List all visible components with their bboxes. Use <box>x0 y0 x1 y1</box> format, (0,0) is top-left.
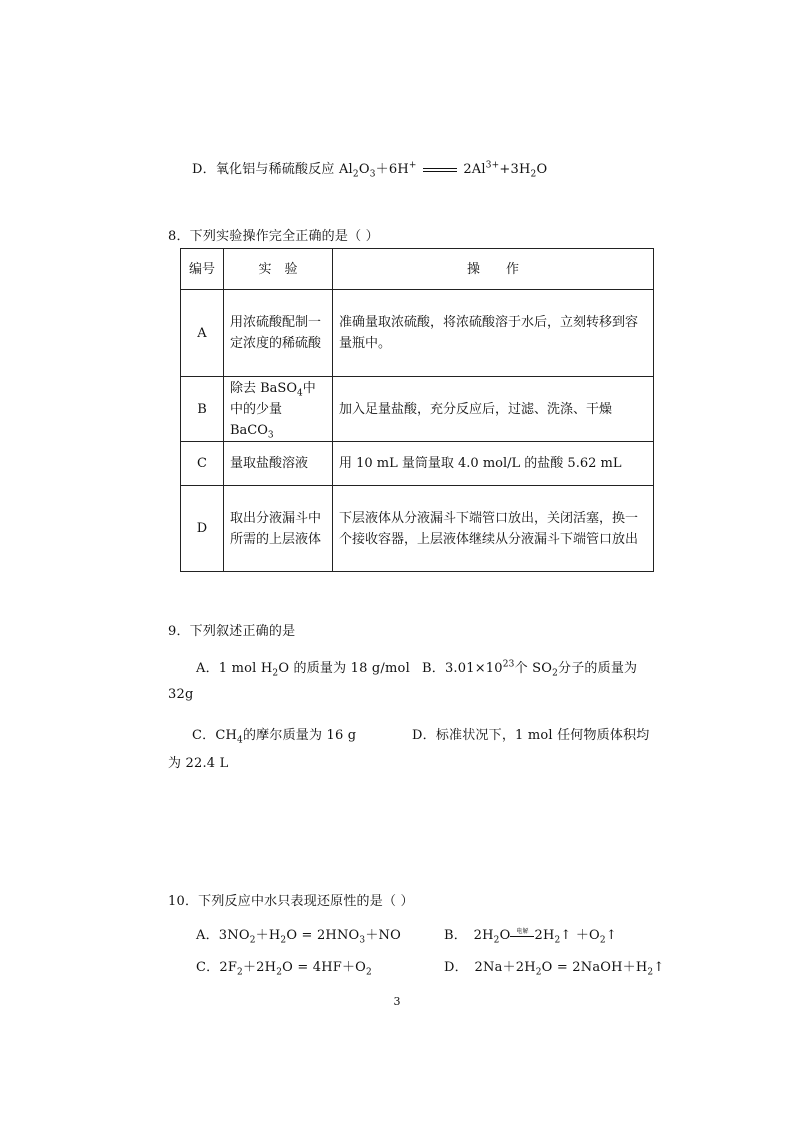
row-operation: 用 10 mL 量筒量取 4.0 mol/L 的盐酸 5.62 mL <box>333 442 654 486</box>
row-id: B <box>181 377 224 442</box>
header-id: 编号 <box>181 249 224 290</box>
q10-option-a: A．$3NO_2+H_2O = 2HNO_3+NO$ <box>196 928 401 946</box>
table-header-row <box>181 249 654 290</box>
page-number: 3 <box>393 995 401 1008</box>
q9-option-b-cont: 32g <box>168 687 194 702</box>
header-operation: 操 作 <box>333 249 654 290</box>
q10-option-c: C．$2F_2+2H_2O = 4HF+O_2$ <box>196 960 372 978</box>
table-row <box>181 290 654 377</box>
row-experiment: 取出分液漏斗中所需的上层液体 <box>224 486 333 572</box>
table-row <box>181 442 654 486</box>
q9-option-a: A．1 mol $H_2O$ 的质量为 18 g/mol <box>196 661 410 679</box>
q9-option-d: D．标准状况下，1 mol 任何物质体积均 <box>412 728 650 743</box>
row-operation: 加入足量盐酸，充分反应后，过滤、洗涤、干燥 <box>333 377 654 442</box>
row-id: A <box>181 290 224 377</box>
header-experiment: 实 验 <box>224 249 333 290</box>
electrolysis-arrow: 电解 <box>510 929 534 943</box>
q9-stem: 9．下列叙述正确的是 <box>168 624 296 639</box>
row-experiment: 用浓硫酸配制一定浓度的稀硫酸 <box>224 290 333 377</box>
q10-stem: 10．下列反应中水只表现还原性的是（ ） <box>168 894 414 909</box>
table-row <box>181 486 654 572</box>
q9-option-b: B．$3.01\times 10^{23}$个 $SO_2$分子的质量为 <box>422 659 638 679</box>
table-row <box>181 377 654 442</box>
q10-option-d: D． $2Na+2H_2O$ = $2NaOH+H_2↑$ <box>444 960 665 978</box>
q8-stem: 8．下列实验操作完全正确的是（ ） <box>168 229 379 244</box>
equals-arrow <box>423 168 457 172</box>
q7-option-d: D．氧化铝与稀硫酸反应 $Al_2O_3+6H^+$ $2Al^{3+}+3H_2O$ <box>192 160 548 180</box>
experiment-table <box>180 248 654 572</box>
row-experiment: 量取盐酸溶液 <box>224 442 333 486</box>
q9-option-c: C．$CH_4$的摩尔质量为 16 g <box>192 728 357 746</box>
row-id: C <box>181 442 224 486</box>
row-operation: 下层液体从分液漏斗下端管口放出，关闭活塞，换一个接收容器，上层液体继续从分液漏斗下端管口放出 <box>333 486 654 572</box>
row-operation: 准确量取浓硫酸，将浓硫酸溶于水后，立刻转移到容量瓶中。 <box>333 290 654 377</box>
q9-option-d-cont: 为 22.4 L <box>168 756 229 771</box>
q10-option-b: B． $2H_2O$ 电解 $2H_2↑$ $+O_2↑$ <box>444 927 617 946</box>
row-experiment: 除去 BaSO$_4$中 中的少量 BaCO$_3$ <box>224 377 333 442</box>
row-id: D <box>181 486 224 572</box>
